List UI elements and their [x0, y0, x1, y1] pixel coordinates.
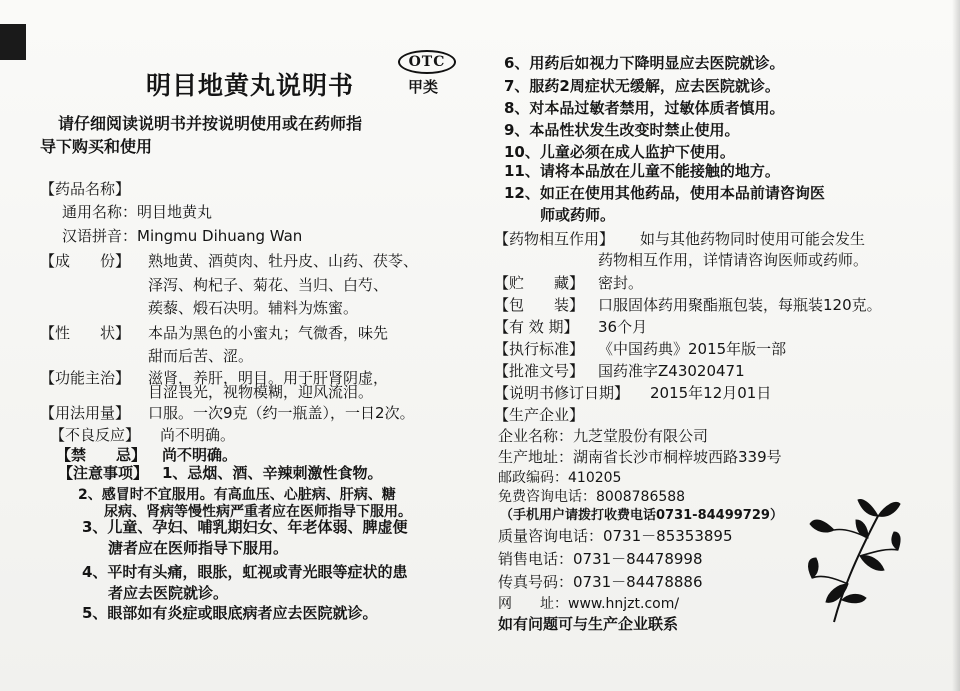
free-hotline: 免费咨询电话：8008786588: [498, 489, 686, 505]
indications-line-1: 滋肾，养肝，明目。用于肝肾阴虚，: [148, 369, 389, 387]
mobile-hotline-note: （手机用户请拨打收费电话0731-84499729）: [500, 508, 783, 523]
approval-label: 【批准文号】: [494, 362, 585, 380]
properties-label: 【性 状】: [40, 324, 131, 342]
indications-line-2: 目涩畏光，视物模糊，迎风流泪。: [148, 383, 374, 401]
notice-line-2: 导下购买和使用: [40, 137, 153, 156]
notice-line-1: 请仔细阅读说明书并按说明使用或在药师指: [58, 114, 363, 133]
standard-label: 【执行标准】: [494, 340, 585, 358]
validity-label: 【有 效 期】: [494, 318, 579, 336]
leaflet-title: 明目地黄丸说明书: [146, 71, 355, 100]
manufacturer-label: 【生产企业】: [494, 406, 585, 424]
scan-corner-mark: [0, 24, 26, 60]
quality-phone: 质量咨询电话：0731－85353895: [498, 527, 733, 545]
precautions-label: 【注意事项】: [58, 464, 149, 482]
precaution-6: 6、用药后如视力下降明显应去医院就诊。: [504, 54, 785, 72]
package-text: 口服固体药用聚酯瓶包装，每瓶装120克。: [598, 296, 882, 314]
adverse-text: 尚不明确。: [160, 426, 236, 444]
interactions-line-2: 药物相互作用，详情请咨询医师或药师。: [598, 251, 869, 269]
precaution-4-line-1: 4、平时有头痛，眼胀，虹视或青光眼等症状的患: [82, 563, 408, 581]
revision-text: 2015年12月01日: [650, 384, 772, 402]
ingredients-line-3: 蒺藜、煅石决明。辅料为炼蜜。: [148, 299, 359, 317]
indications-label: 【功能主治】: [40, 369, 131, 387]
page-edge-shadow: [952, 0, 960, 691]
interactions-line-1: 如与其他药物同时使用可能会发生: [640, 230, 866, 248]
contact-note: 如有问题可与生产企业联系: [498, 615, 679, 633]
website: 网 址：www.hnjzt.com/: [498, 596, 680, 612]
validity-text: 36个月: [598, 318, 648, 336]
interactions-label: 【药物相互作用】: [494, 230, 615, 248]
storage-text: 密封。: [598, 274, 644, 292]
precaution-7: 7、服药2周症状无缓解，应去医院就诊。: [504, 77, 780, 95]
precaution-8: 8、对本品过敏者禁用，过敏体质者慎用。: [504, 99, 785, 117]
revision-label: 【说明书修订日期】: [494, 384, 630, 402]
precaution-4-line-2: 者应去医院就诊。: [108, 584, 229, 602]
approval-text: 国药准字Z43020471: [598, 362, 745, 380]
precaution-12-line-1: 12、如正在使用其他药品，使用本品前请咨询医: [504, 184, 825, 202]
storage-label: 【贮 藏】: [494, 274, 585, 292]
adverse-label: 【不良反应】: [50, 426, 141, 444]
precaution-12-line-2: 师或药师。: [540, 206, 616, 224]
contra-text: 尚不明确。: [162, 446, 238, 464]
properties-line-2: 甜而后苦、涩。: [148, 347, 254, 365]
otc-class: 甲类: [408, 78, 439, 96]
contra-label: 【禁 忌】: [56, 446, 147, 464]
ingredients-line-1: 熟地黄、酒萸肉、牡丹皮、山药、茯苓、: [148, 252, 419, 270]
precaution-11: 11、请将本品放在儿童不能接触的地方。: [504, 162, 780, 180]
sales-phone: 销售电话：0731－84478998: [498, 550, 703, 568]
precaution-3-line-2: 溏者应在医师指导下服用。: [108, 539, 289, 557]
plant-sprig-icon: [804, 496, 904, 624]
precaution-2-line-2: 尿病、肾病等慢性病严重者应在医师指导下服用。: [104, 504, 412, 520]
dosage-label: 【用法用量】: [40, 404, 131, 422]
precaution-3-line-1: 3、儿童、孕妇、哺乳期妇女、年老体弱、脾虚便: [82, 518, 408, 536]
postcode: 邮政编码：410205: [498, 470, 622, 486]
precaution-9: 9、本品性状发生改变时禁止使用。: [504, 121, 740, 139]
generic-name: 通用名称：明目地黄丸: [62, 203, 213, 221]
pinyin-name: 汉语拼音：Mingmu Dihuang Wan: [62, 227, 303, 245]
package-label: 【包 装】: [494, 296, 585, 314]
dosage-text: 口服。一次9克（约一瓶盖），一日2次。: [148, 404, 415, 422]
precaution-5: 5、眼部如有炎症或眼底病者应去医院就诊。: [82, 604, 378, 622]
company-address: 生产地址：湖南省长沙市桐梓坡西路339号: [498, 448, 782, 466]
properties-line-1: 本品为黑色的小蜜丸；气微香，味先: [148, 324, 389, 342]
precaution-2-line-1: 2、感冒时不宜服用。有高血压、心脏病、肝病、糖: [78, 487, 396, 503]
ingredients-line-2: 泽泻、枸杞子、菊花、当归、白芍、: [148, 276, 389, 294]
precaution-1: 1、忌烟、酒、辛辣刺激性食物。: [162, 464, 383, 482]
company-name: 企业名称：九芝堂股份有限公司: [498, 427, 709, 445]
otc-badge: OTC: [398, 50, 456, 74]
ingredients-label: 【成 份】: [40, 252, 131, 270]
drug-name-heading: 【药品名称】: [40, 180, 131, 198]
standard-text: 《中国药典》2015年版一部: [598, 340, 787, 358]
fax-number: 传真号码：0731－84478886: [498, 573, 703, 591]
precaution-10: 10、儿童必须在成人监护下使用。: [504, 143, 735, 161]
